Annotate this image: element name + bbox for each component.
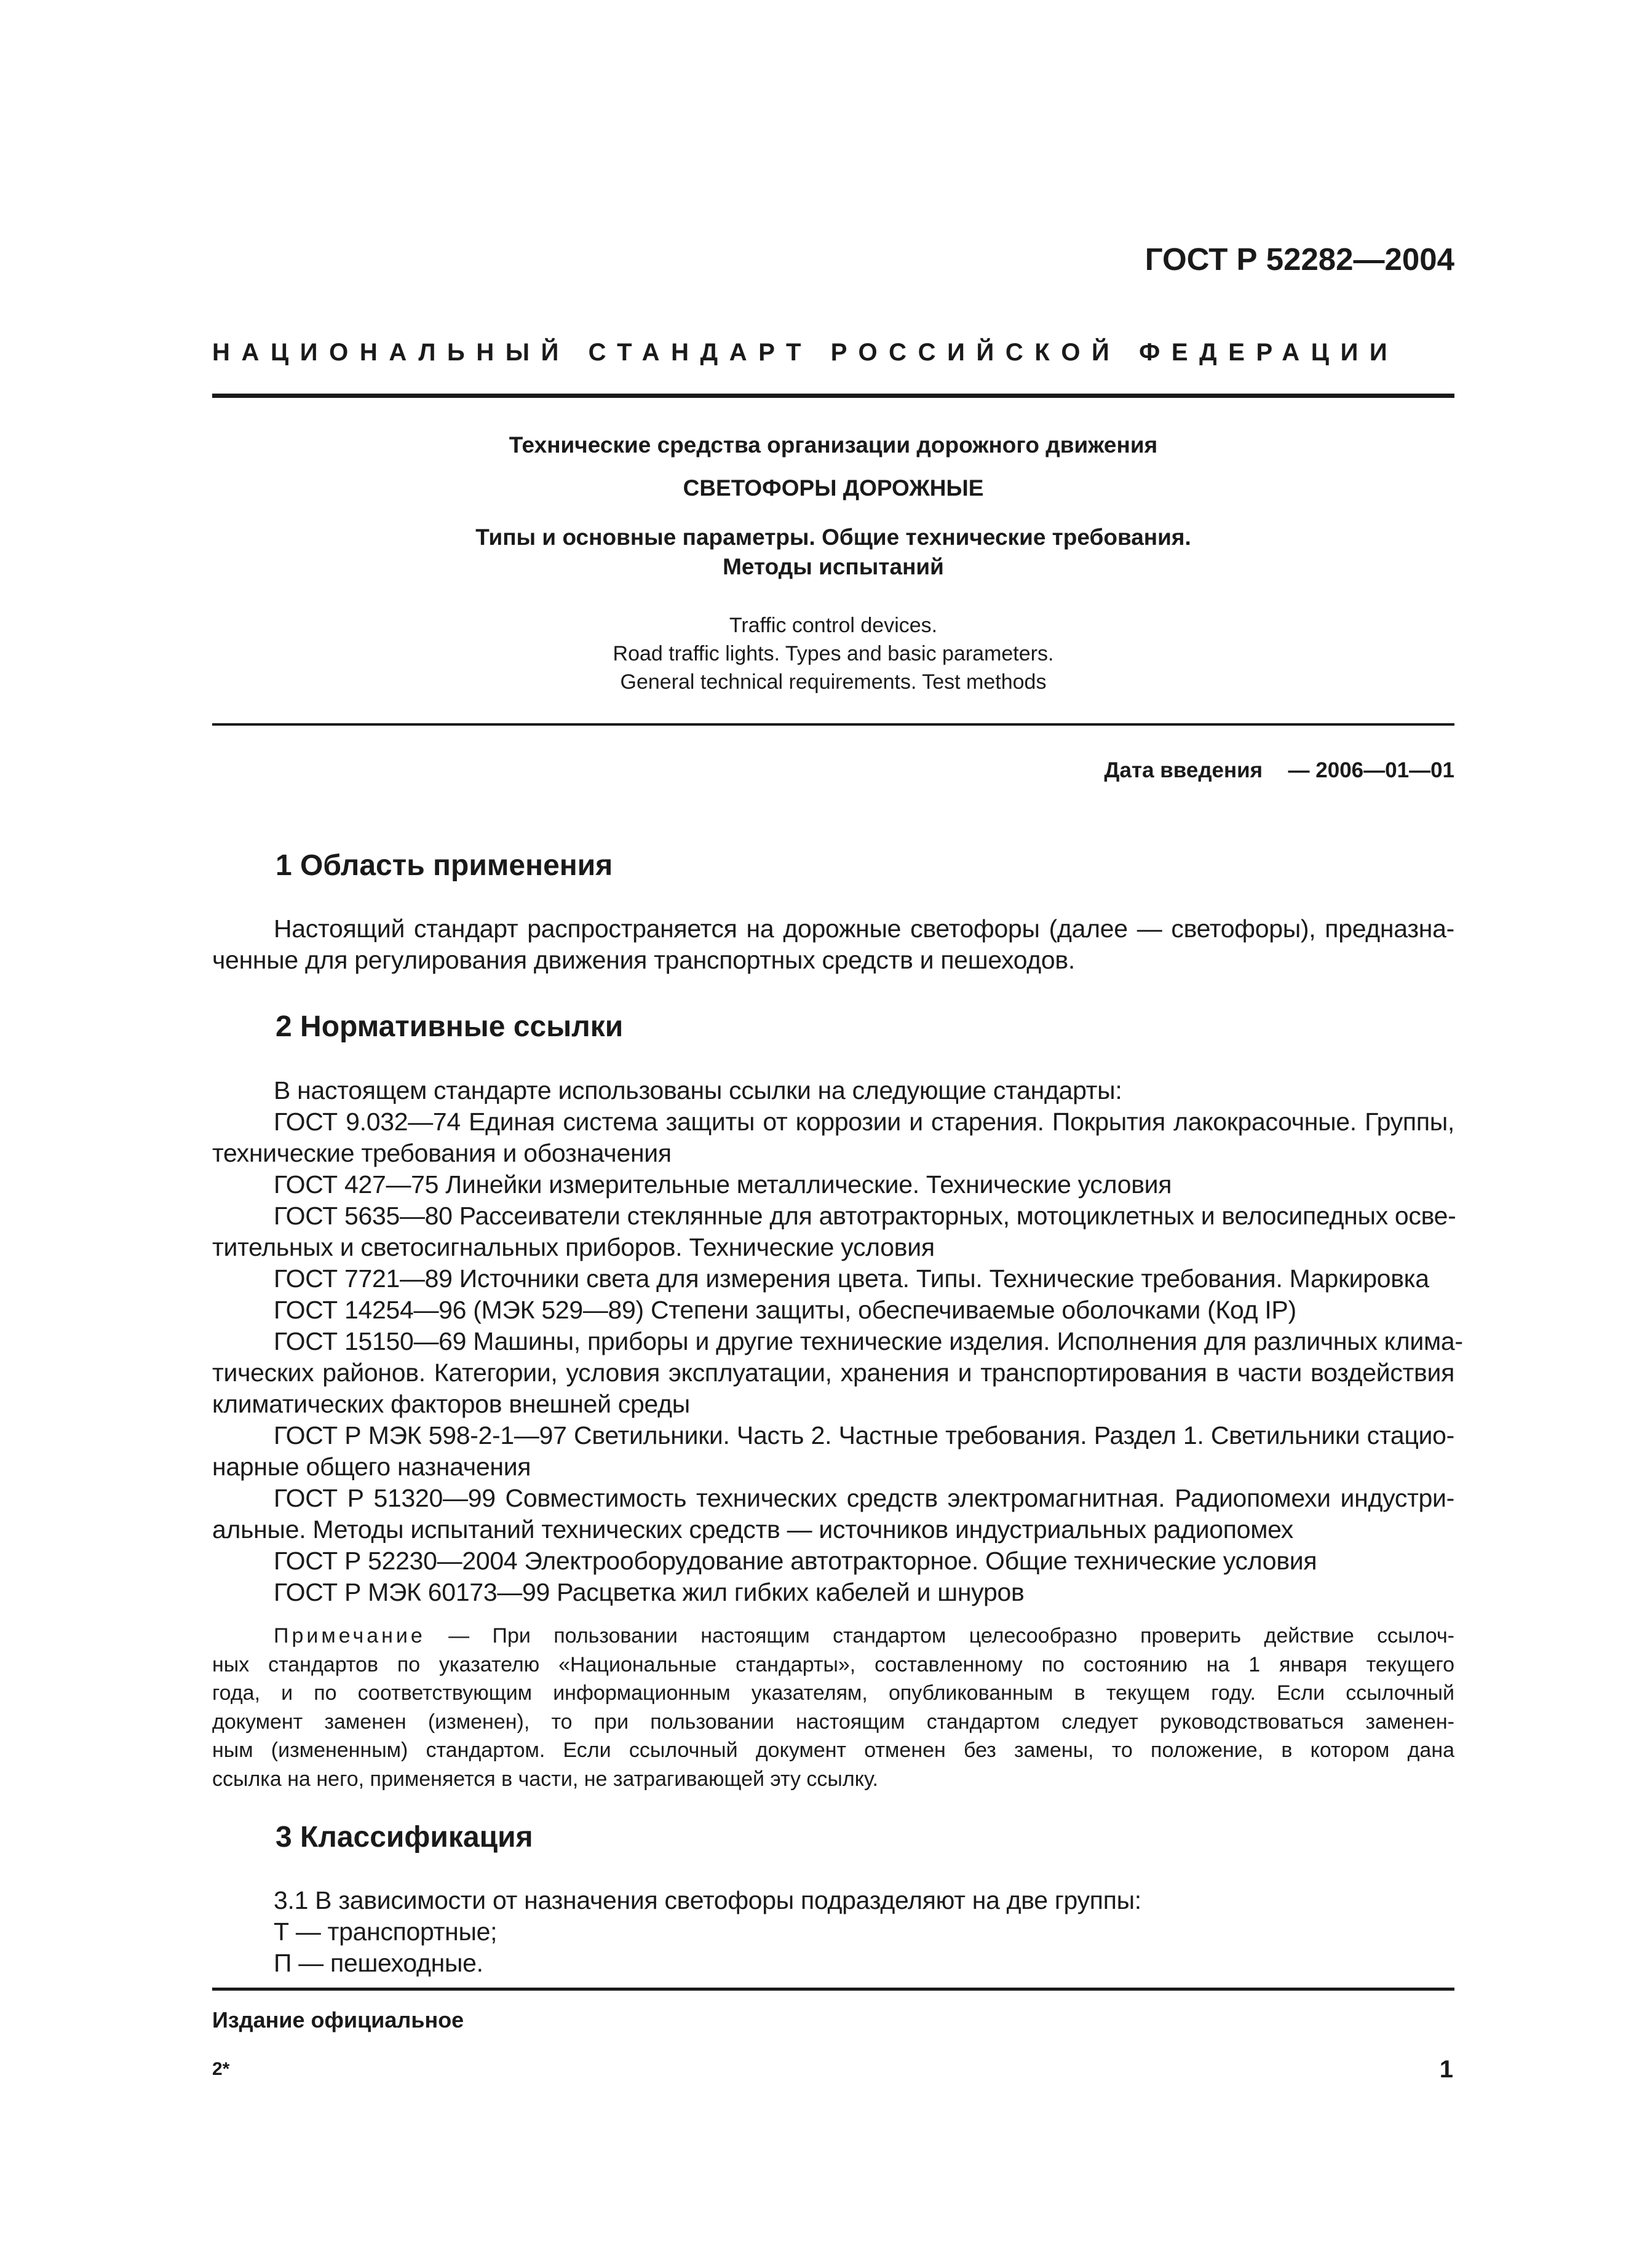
title-en-line-1: Traffic control devices. bbox=[729, 614, 938, 637]
section-3-heading: 3 Классификация bbox=[276, 1821, 533, 1854]
standard-id: ГОСТ Р 52282—2004 bbox=[1144, 242, 1454, 277]
note-label: Примечание bbox=[274, 1624, 426, 1647]
intro-date bbox=[1105, 756, 1454, 785]
title-line-2: СВЕТОФОРЫ ДОРОЖНЫЕ bbox=[683, 475, 984, 501]
note-block bbox=[212, 1622, 1454, 1793]
reference-line: ГОСТ Р МЭК 598-2-1—97 Светильники. Часть 2. Частные требования. Раздел 1. Светильники стацио- bbox=[274, 1421, 1454, 1449]
footer-divider bbox=[212, 1988, 1454, 1991]
section-2-body bbox=[212, 1075, 1463, 1608]
reference-line: тительных и светосигнальных приборов. Технические условия bbox=[212, 1233, 935, 1261]
title-line-4: Методы испытаний bbox=[723, 554, 944, 579]
reference-line: ГОСТ Р 52230—2004 Электрооборудование автотракторное. Общие технические условия bbox=[274, 1547, 1317, 1575]
section-2-heading: 2 Нормативные ссылки bbox=[276, 1010, 624, 1043]
section-3-line: Т — транспортные; bbox=[274, 1917, 498, 1946]
intro-date-value: — 2006—01—01 bbox=[1288, 758, 1454, 782]
title-line-1: Технические средства организации дорожного движения bbox=[509, 432, 1158, 458]
note-first-line bbox=[212, 1622, 1454, 1651]
title-divider bbox=[212, 723, 1454, 726]
reference-line: ГОСТ 15150—69 Машины, приборы и другие технические изделия. Исполнения для различных клима- bbox=[274, 1327, 1463, 1355]
reference-line: нарные общего назначения bbox=[212, 1453, 531, 1481]
section-3-line: П — пешеходные. bbox=[274, 1949, 483, 1977]
section-1-line: Настоящий стандарт распространяется на дорожные светофоры (далее — светофоры), предназна- bbox=[274, 914, 1454, 943]
note-line: года, и по соответствующим информационным указателям, опубликованным в текущем году. Если ссылочный bbox=[212, 1681, 1454, 1705]
section-3-body bbox=[212, 1885, 1454, 1979]
note-line: ным (измененным) стандартом. Если ссылочный документ отменен без замены, то положение, в котором дана bbox=[212, 1739, 1454, 1762]
section-1-line: ченные для регулирования движения транспортных средств и пешеходов. bbox=[212, 946, 1075, 974]
note-line: ных стандартов по указателю «Национальные стандарты», составленному по состоянию на 1 января текущего bbox=[212, 1652, 1454, 1676]
section-1-heading: 1 Область применения bbox=[276, 849, 613, 882]
header-divider bbox=[212, 394, 1454, 398]
reference-line: климатических факторов внешней среды bbox=[212, 1390, 690, 1418]
title-line-3: Типы и основные параметры. Общие технические требования. bbox=[475, 525, 1191, 550]
intro-date-label: Дата введения bbox=[1104, 758, 1263, 782]
note-line: ссылка на него, применяется в части, не затрагивающей эту ссылку. bbox=[212, 1767, 879, 1791]
page-number: 1 bbox=[1439, 2056, 1453, 2083]
reference-line: ГОСТ Р 51320—99 Совместимость технических средств электромагнитная. Радиопомехи индустри- bbox=[274, 1484, 1454, 1512]
reference-line: технические требования и обозначения bbox=[212, 1139, 672, 1167]
reference-line: ГОСТ 427—75 Линейки измерительные металлические. Технические условия bbox=[274, 1170, 1172, 1199]
section-1-body bbox=[212, 913, 1454, 976]
reference-line: тических районов. Категории, условия эксплуатации, хранения и транспортирования в части воздействия bbox=[212, 1358, 1454, 1387]
banner-title: НАЦИОНАЛЬНЫЙ СТАНДАРТ РОССИЙСКОЙ ФЕДЕРАЦИИ bbox=[212, 339, 1399, 366]
reference-line: ГОСТ 14254—96 (МЭК 529—89) Степени защиты, обеспечиваемые оболочками (Код IP) bbox=[274, 1296, 1296, 1324]
reference-line: ГОСТ 7721—89 Источники света для измерения цвета. Типы. Технические требования. Маркировка bbox=[274, 1264, 1429, 1293]
note-text: — При пользовании настоящим стандартом целесообразно проверить действие ссылоч- bbox=[448, 1624, 1454, 1647]
title-en-line-2: Road traffic lights. Types and basic parameters. bbox=[613, 642, 1054, 665]
reference-line: ГОСТ 9.032—74 Единая система защиты от коррозии и старения. Покрытия лакокрасочные. Группы, bbox=[274, 1108, 1454, 1136]
edition-label: Издание официальное bbox=[212, 2007, 464, 2032]
reference-line: альные. Методы испытаний технических средств — источников индустриальных радиопомех bbox=[212, 1515, 1293, 1544]
title-en-line-3: General technical requirements. Test methods bbox=[620, 670, 1047, 694]
section-2-line: В настоящем стандарте использованы ссылки на следующие стандарты: bbox=[274, 1076, 1122, 1104]
section-3-line: 3.1 В зависимости от назначения светофоры подразделяют на две группы: bbox=[274, 1886, 1141, 1914]
reference-line: ГОСТ Р МЭК 60173—99 Расцветка жил гибких кабелей и шнуров bbox=[274, 1578, 1025, 1606]
signature-mark: 2* bbox=[212, 2059, 230, 2079]
reference-line: ГОСТ 5635—80 Рассеиватели стеклянные для автотракторных, мотоциклетных и велосипедных осве- bbox=[274, 1202, 1456, 1230]
note-line: документ заменен (изменен), то при пользовании настоящим стандартом следует руководствоваться заменен- bbox=[212, 1710, 1454, 1734]
